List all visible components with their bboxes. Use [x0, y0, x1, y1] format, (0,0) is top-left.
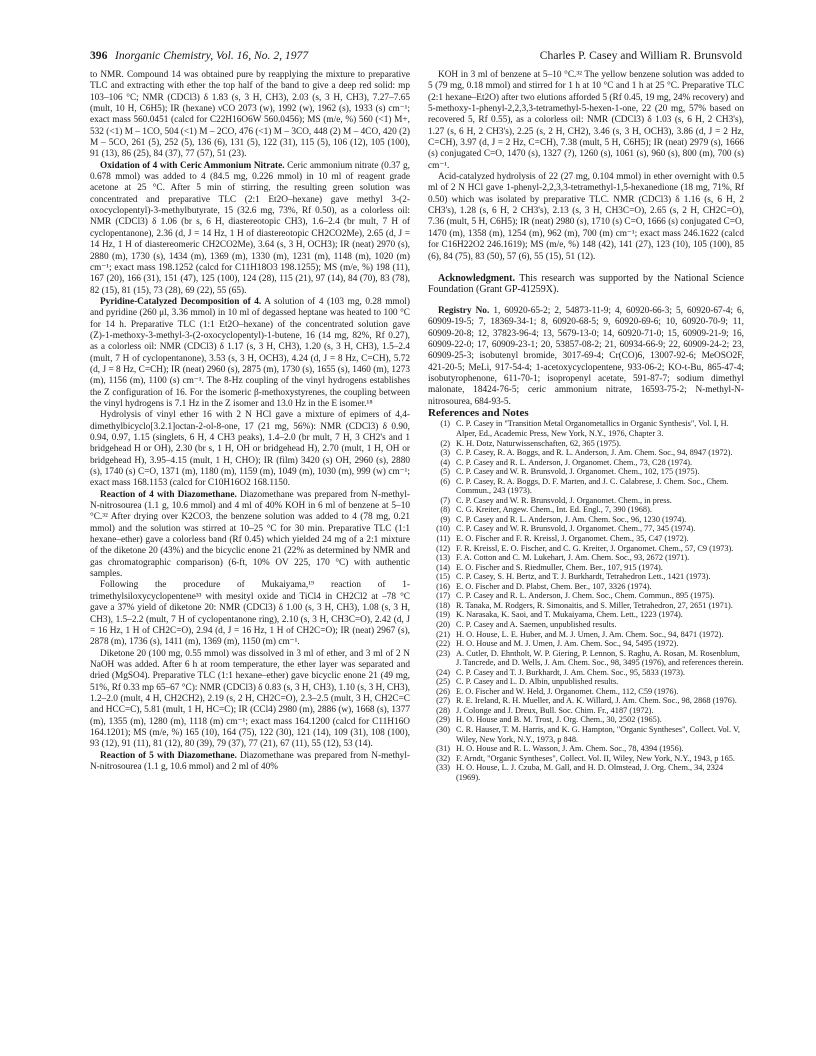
reference-item — [428, 458, 744, 468]
reference-item — [428, 763, 744, 782]
registry-numbers — [428, 306, 744, 408]
reference-text: A. Cutler, D. Ehntholt, W. P. Giering, P. Lennon, S. Raghu, A. Rosan, M. Rosenblum, J. Tancrede, and D. Wells, J. Am. Chem. Soc., 98, 3495 (1976), and references therein. — [456, 648, 744, 668]
reference-number: (23) — [436, 648, 450, 658]
reference-text: E. O. Fischer and F. R. Kreissl, J. Organomet. Chem., 35, C47 (1972). — [456, 534, 689, 544]
reference-text: H. O. House, L. J. Czuba, M. Gall, and H. D. Olmstead, J. Org. Chem., 34, 2324 (1969). — [456, 763, 724, 782]
reference-text: C. P. Casey, R. A. Boggs, and R. L. Anderson, J. Am. Chem. Soc., 94, 8947 (1972). — [456, 448, 733, 458]
reference-text: R. Tanaka, M. Rodgers, R. Simonaitis, and S. Miller, Tetrahedron, 27, 2651 (1971). — [456, 600, 733, 610]
reference-item — [428, 544, 744, 554]
reference-number: (31) — [436, 744, 450, 754]
reference-number: (16) — [436, 581, 450, 591]
acknowledgment-text: This research was supported by the National Science Foundation (Grant GP-41259X). — [428, 272, 744, 296]
paragraph — [90, 297, 410, 410]
reference-number: (3) — [440, 448, 450, 458]
reference-item — [428, 715, 744, 725]
paragraph — [90, 410, 410, 489]
reference-number: (17) — [436, 591, 450, 601]
reference-item — [428, 601, 744, 611]
page-header — [90, 49, 742, 63]
registry-heading: Registry No. — [438, 306, 490, 317]
reference-text: H. O. House and M. J. Umen, J. Am. Chem. Soc., 94, 5495 (1972). — [456, 639, 679, 649]
paragraph — [428, 172, 744, 263]
registry-text: 1, 60920-65-2; 2, 54873-11-9; 4, 60920-66-3; 5, 60920-67-4; 6, 60909-19-5; 7, 18369-34-1; 8, 60920-68-5; 9, 60920-69-6; 10, 60920-70-9; 11, 60909-20-8; 12, 37823-96-4; 13, 5679-13-0; 14, 60920-71-0; 15, 60909-21-9; 16, 60909-22-0; 17, 60909-23-1; 20, 53857-08-2; 21, 60934-66-9; 22, 60909-24-2; 23, 60909-25-3; isobutenyl bromide, 3017-69-4; Cr(CO)6, 13007-92-6; MeOSO2F, 421-20-5; MeLi, 917-54-4; 1-acetoxycyclopentene, 933-06-2; KO-t-Bu, 865-47-4; isobutyrophenone, 611-70-1; isopropenyl acetate, 591-87-7; sodium dimethyl malonate, 18424-76-5; ceric ammonium nitrate, 16593-75-2; N-methyl-N-nitrosourea, 684-93-5. — [428, 306, 745, 407]
reference-number: (13) — [436, 553, 450, 563]
references-list — [428, 419, 744, 782]
reference-item — [428, 754, 744, 764]
right-column — [428, 70, 744, 782]
paragraph — [90, 490, 410, 581]
paragraph-text: Diazomethane was prepared from N-methyl-N-nitrosourea (1.1 g, 10.6 mmol) and 4 ml of 40% KOH in 6 ml of benzene at 5–10 °C.³² After drying over K2CO3, the benzene solution was added to 4 (78 mg, 0.21 mmol) and the solution was stirred at 10–25 °C for 30 min. Preparative TLC (1:1 hexane–ether) gave a colorless band (Rf 0.45) which yielded 24 mg of a 2:1 mixture of the diketone 20 (43%) and the bicyclic enone 21 (22% as determined by NMR and gas chromatographic comparison) (6-ft, 10% OV 225, 170 °C) with authentic samples. — [90, 489, 411, 580]
reference-item — [428, 620, 744, 630]
reference-text: C. P. Casey, R. A. Boggs, D. F. Marten, and J. C. Calabrese, J. Chem. Soc., Chem. Commun., 243 (1973). — [456, 476, 729, 496]
reference-text: C. G. Kreiter, Angew. Chem., Int. Ed. Engl., 7, 390 (1968). — [456, 505, 652, 515]
reference-text: E. O. Fischer and W. Held, J. Organomet. Chem., 112, C59 (1976). — [456, 686, 679, 696]
reference-item — [428, 668, 744, 678]
reference-text: K. Narasaka, K. Saoi, and T. Mukaiyama, Chem. Lett., 1223 (1974). — [456, 610, 683, 620]
reference-item — [428, 477, 744, 496]
reference-text: K. H. Dotz, Naturwissenschaften, 62, 365 (1975). — [456, 438, 621, 448]
section-heading: Oxidation of 4 with Ceric Ammonium Nitrate. — [100, 160, 285, 171]
left-column — [90, 70, 410, 773]
paragraph — [90, 161, 410, 297]
reference-item — [428, 639, 744, 649]
reference-text: C. P. Casey and R. L. Anderson, J. Organomet. Chem., 73, C28 (1974). — [456, 457, 693, 467]
reference-text: C. P. Casey and R. L. Anderson, J. Am. Chem. Soc., 96, 1230 (1974). — [456, 514, 687, 524]
reference-number: (29) — [436, 715, 450, 725]
paragraph — [90, 70, 410, 161]
paragraph-text: KOH in 3 ml of benzene at 5–10 °C.³² The yellow benzene solution was added to 5 (79 mg, 0.18 mmol) and stirred for 1 h at 10 °C and 1 h at 25 °C. Preparative TLC (2:1 hexane–Et2O) after two elutions afforded 5 (Rf 0.45, 19 mg, 24% recovery) and 5-methoxy-1-phenyl-2,2,3,3-tetramethyl-5-hexen-1-one, 22 (20 mg, 57% based on recovered 5, Rf 0.55), as a colorless oil: NMR (CDCl3) δ 1.03 (s, 6 H, 2 CH3's), 1.27 (s, 6 H, 2 CH3's), 2.25 (s, 2 H, CH2), 3.46 (s, 3 H, OCH3), 3.86 (d, J = 2 Hz, C=CH), 3.97 (d, J = 2 Hz, C=CH), 7.38 (mult, 5 H, C6H5); IR (neat) 2979 (s), 1666 (s) conjugated C=O, 1470 (s), 1327 (?), 1260 (s), 1061 (s), 960 (s), 800 (m), 700 (s) cm⁻¹. — [428, 70, 744, 171]
reference-item — [428, 591, 744, 601]
page-number: 396 — [90, 49, 108, 62]
reference-text: C. P. Casey and R. L. Anderson, J. Chem. Soc., Chem. Commun., 895 (1975). — [456, 591, 715, 601]
reference-number: (28) — [436, 705, 450, 715]
paragraph-text: Diazomethane was prepared from N-methyl-N-nitrosourea (1.1 g, 10.6 mmol) and 2 ml of 40% — [90, 750, 411, 772]
reference-number: (5) — [440, 467, 450, 477]
reference-number: (33) — [436, 763, 450, 773]
section-heading: Reaction of 4 with Diazomethane. — [100, 489, 237, 500]
reference-item — [428, 630, 744, 640]
reference-item — [428, 496, 744, 506]
section-heading: Pyridine-Catalyzed Decomposition of 4. — [100, 296, 262, 307]
reference-item — [428, 572, 744, 582]
right-column-paragraphs — [428, 70, 744, 263]
reference-item — [428, 448, 744, 458]
reference-text: F. R. Kreissl, E. O. Fischer, and C. G. Kreiter, J. Organomet. Chem., 57, C9 (1973). — [456, 543, 734, 553]
paragraph — [90, 751, 410, 774]
reference-text: C. P. Casey and W. R. Brunsvold, J. Organomet. Chem., in press. — [456, 495, 672, 505]
reference-item — [428, 706, 744, 716]
reference-number: (14) — [436, 562, 450, 572]
reference-number: (11) — [436, 534, 450, 544]
references-heading: References and Notes — [428, 407, 529, 420]
reference-text: F. Arndt, "Organic Syntheses", Collect. Vol. II, Wiley, New York, N.Y., 1943, p 165. — [456, 753, 735, 763]
paragraph-text: Acid-catalyzed hydrolysis of 22 (27 mg, 0.104 mmol) in ether overnight with 0.5 ml of 2 N HCl gave 1-phenyl-2,2,3,3-tetramethyl-1,5-hexanedione (18 mg, 71%, Rf 0.50) which was isolated by preparative TLC. NMR (CDCl3) δ 1.16 (s, 6 H, 2 CH3's), 1.28 (s, 6 H, 2 CH3's), 2.13 (s, 3 H, CH3C=O), 2.65 (s, 2 H, CH2C=O), 7.36 (mult, 5 H, C6H5); IR (neat) 2980 (s), 1710 (s) C=O, 1666 (s) conjugated C=O, 1470 (m), 1358 (m), 1254 (m), 962 (m), 700 (m) cm⁻¹; exact mass 246.1622 (calcd for C16H22O2 246.1619); MS (m/e, %) 148 (42), 141 (27), 123 (10), 105 (100), 85 (6), 84 (75), 83 (50), 57 (6), 55 (15), 51 (12). — [428, 172, 744, 262]
reference-number: (20) — [436, 619, 450, 629]
journal-title: Inorganic Chemistry, Vol. 16, No. 2, 1977 — [115, 49, 309, 62]
acknowledgment — [428, 273, 744, 296]
reference-number: (21) — [436, 629, 450, 639]
reference-number: (12) — [436, 543, 450, 553]
reference-text: C. P. Casey and W. R. Brunsvold, J. Organomet. Chem., 77, 345 (1974). — [456, 524, 696, 534]
reference-item — [428, 534, 744, 544]
reference-text: H. O. House and B. M. Trost, J. Org. Chem., 30, 2502 (1965). — [456, 715, 662, 725]
reference-item — [428, 649, 744, 668]
reference-number: (10) — [436, 524, 450, 534]
paragraph-text: Diketone 20 (100 mg, 0.55 mmol) was dissolved in 3 ml of ether, and 3 ml of 2 N NaOH was added. After 6 h at room temperature, the ether layer was separated and dried (MgSO4). Preparative TLC (1:1 hexane–ether) gave bicyclic enone 21 (49 mg, 51%, Rf 0.33 mp 65–67 °C): NMR (CDCl3) δ 0.83 (s, 3 H, CH3), 1.10 (s, 3 H, CH3), 1.2–2.0 (mult, 4 H, CH2CH2), 2.19 (s, 2 H, CH2C=O), 2.3–2.5 (mult, 3 H, CH2C=C and HCC=C), 5.81 (mult, 1 H, HC=C); IR (CCl4) 2980 (m), 2886 (w), 1668 (s), 1377 (m), 1355 (m), 1280 (m), 1118 (m) cm⁻¹; exact mass 164.1200 (calcd for C11H16O 164.1201); MS (m/e, %) 165 (10), 164 (75), 122 (30), 121 (14), 109 (31), 108 (100), 93 (12), 91 (11), 81 (12), 80 (39), 79 (37), 77 (21), 67 (11), 55 (12), 53 (14). — [90, 648, 410, 750]
reference-number: (8) — [440, 505, 450, 515]
reference-number: (32) — [436, 753, 450, 763]
running-authors: Charles P. Casey and William R. Brunsvold — [539, 49, 742, 62]
paragraph-text: Hydrolysis of vinyl ether 16 with 2 N HCl gave a mixture of epimers of 4,4-dimethylbicyclo[3.2.1]octan-2-ol-8-one, 17 (21 mg, 56%): NMR (CDCl3) δ 0.90, 0.94, 0.97, 1.15 (singlets, 6 H, 4 CH3 peaks), 1.4–2.0 (br mult, 7 H, 3 CH2's and 1 bridgehead H or OH), 2.30 (br s, 1 H, OH or bridgehead H), 2.70 (mult, 1 H, OH or bridgehead H), 3.95–4.15 (mult, 1 H, CHO); IR (film) 3420 (s) OH, 2960 (s), 2880 (s), 1740 (s) C=O, 1371 (m), 1180 (m), 1159 (m), 1049 (m), 1030 (m), 999 (w) cm⁻¹; exact mass 168.1153 (calcd for C10H16O2 168.1150. — [90, 410, 410, 489]
paragraph-text: to NMR. Compound 14 was obtained pure by reapplying the mixture to preparative TLC and extracting with ether the top half of the band to give a deep red solid: mp 103–106 °C; NMR (CDCl3) δ 1.83 (s, 3 H, CH3), 2.03 (s, 3 H, CH3), 7.27–7.65 (mult, 10 H, C6H5); IR (hexane) νCO 2073 (w), 1992 (w), 1962 (s), 1933 (s) cm⁻¹; exact mass 560.0451 (calcd for C22H16O6W 560.0456); MS (m/e, %) 560 (<1) M+, 532 (<1) M – 1CO, 504 (<1) M – 2CO, 476 (<1) M – 3CO, 448 (2) M – 4CO, 420 (2) M – 5CO, 261 (5), 252 (5), 136 (6), 131 (5), 122 (31), 115 (5), 106 (12), 105 (100), 91 (13), 86 (25), 84 (37), 77 (57), 51 (23). — [90, 70, 410, 160]
reference-item — [428, 553, 744, 563]
reference-text: J. Colonge and J. Dreux, Bull. Soc. Chim. Fr., 4187 (1972). — [456, 705, 654, 715]
reference-text: C. P. Casey and A. Saemen, unpublished results. — [456, 619, 617, 629]
reference-text: E. O. Fischer and D. Plabst, Chem. Ber., 107, 3326 (1974). — [456, 581, 652, 591]
acknowledgment-heading: Acknowledgment. — [438, 272, 515, 284]
reference-text: E. O. Fischer and S. Riedmuller, Chem. Ber., 107, 915 (1974). — [456, 562, 663, 572]
reference-number: (22) — [436, 639, 450, 649]
reference-text: C. R. Hauser, T. M. Harris, and K. G. Hampton, "Organic Syntheses", Collect. Vol. V, Wiley, New York, N.Y., 1973, p 848. — [456, 724, 740, 744]
reference-number: (24) — [436, 667, 450, 677]
reference-number: (27) — [436, 696, 450, 706]
reference-number: (6) — [440, 476, 450, 486]
reference-text: C. P. Casey and T. J. Burkhardt, J. Am. Chem. Soc., 95, 5833 (1973). — [456, 667, 686, 677]
reference-text: R. E. Ireland, R. H. Mueller, and A. K. Willard, J. Am. Chem. Soc., 98, 2868 (1976). — [456, 696, 737, 706]
reference-item — [428, 515, 744, 525]
paragraph-text: Following the procedure of Mukaiyama,¹⁹ reaction of 1-trimethylsiloxycyclopentene³³ with mesityl oxide and TiCl4 in CH2Cl2 at –78 °C gave a 37% yield of diketone 20: NMR (CDCl3) δ 1.00 (s, 3 H, CH3), 1.08 (s, 3 H, CH3), 1.5–2.2 (mult, 7 H of cyclopentanone ring), 2.10 (s, 3 H, CH3C=O), 2.42 (d, J = 16 Hz, 1 H of CH2C=O), 2.94 (d, J = 16 Hz, 1 H of CH2C=O); IR (neat) 2967 (s), 2878 (m), 1736 (s), 1411 (m), 1369 (m), 1150 (m) cm⁻¹. — [90, 580, 410, 648]
paragraph — [90, 649, 410, 751]
reference-number: (1) — [440, 419, 450, 429]
reference-item — [428, 505, 744, 515]
reference-item — [428, 696, 744, 706]
reference-text: H. O. House and R. L. Wasson, J. Am. Chem. Soc., 78, 4394 (1956). — [456, 744, 684, 754]
reference-number: (7) — [440, 495, 450, 505]
reference-number: (30) — [436, 724, 450, 734]
reference-item — [428, 419, 744, 438]
reference-item — [428, 744, 744, 754]
reference-item — [428, 725, 744, 744]
reference-item — [428, 563, 744, 573]
reference-item — [428, 582, 744, 592]
reference-item — [428, 439, 744, 449]
reference-number: (25) — [436, 677, 450, 687]
reference-number: (19) — [436, 610, 450, 620]
reference-number: (4) — [440, 457, 450, 467]
reference-item — [428, 687, 744, 697]
section-heading: Reaction of 5 with Diazomethane. — [100, 750, 237, 761]
reference-text: C. P. Casey and L. D. Albin, unpublished results. — [456, 677, 619, 687]
reference-text: F. A. Cotton and C. M. Lukehart, J. Am. Chem. Soc., 93, 2672 (1971). — [456, 553, 690, 563]
reference-number: (26) — [436, 686, 450, 696]
reference-number: (2) — [440, 438, 450, 448]
reference-text: C. P. Casey in "Transition Metal Organometallics in Organic Synthesis", Vol. I, H. Alper, Ed., Academic Press, New York, N.Y., 1976, Chapter 3. — [456, 419, 729, 439]
reference-text: H. O. House, L. E. Huber, and M. J. Umen, J. Am. Chem. Soc., 94, 8471 (1972). — [456, 629, 724, 639]
paragraph-text: A solution of 4 (103 mg, 0.28 mmol) and pyridine (260 μl, 3.36 mmol) in 10 ml of degassed heptane was heated to 100 °C for 14 h. Preparative TLC (1:1 Et2O–hexane) of the concentrated solution gave (Z)-1-methoxy-3-methyl-3-(2-oxocyclopentyl)-1-butene, 16 (14 mg, 82%, Rf 0.27), as a colorless oil: NMR (CDCl3) δ 1.17 (s, 3 H, CH3), 1.20 (s, 3 H, CH3), 1.5–2.4 (mult, 7 H of cyclopentanone), 3.53 (s, 3 H, OCH3), 4.24 (d, J = 8 Hz, C=CH), 5.72 (d, J = 8 Hz, C=CH); IR (neat) 2960 (s), 2875 (m), 1730 (s), 1655 (s), 1460 (m), 1273 (m), 1156 (m), 1100 (s) cm⁻¹. The 8-Hz coupling of the vinyl hydrogens establishes the Z configuration of 16. For the isomeric β-methoxystyrenes, the coupling between the vinyl hydrogens is 7.1 Hz in the Z isomer and 13.0 Hz in the E isomer.¹⁸ — [90, 296, 410, 409]
reference-number: (9) — [440, 514, 450, 524]
reference-text: C. P. Casey and W. R. Brunsvold, J. Organomet. Chem., 102, 175 (1975). — [456, 467, 700, 477]
reference-number: (15) — [436, 572, 450, 582]
paragraph-text: Ceric ammonium nitrate (0.37 g, 0.678 mmol) was added to 4 (84.5 mg, 0.226 mmol) in 10 ml of reagent grade acetone at 25 °C. After 5 min of stirring, the resulting green solution was concentrated and preparative TLC (2:1 Et2O–hexane) gave methyl 3-(2-oxocyclopentyl)-3-methylbutyrate, 15 (32.6 mg, 73%, Rf 0.50), as a colorless oil: NMR (CDCl3) δ 1.06 (br s, 6 H, diastereotopic CH3), 1.6–2.4 (br mult, 7 H of cyclopentanone), 2.36 (d, J = 14 Hz, 1 H of diastereotopic CH2CO2Me), 2.65 (d, J = 14 Hz, 1 H of diastereomeric CH2CO2Me), 3.64 (s, 3 H, OCH3); IR (neat) 2970 (s), 2880 (m), 1730 (s), 1434 (m), 1369 (m), 1330 (m), 1231 (m), 1148 (m), 1020 (m) cm⁻¹; exact mass 198.1252 (calcd for C11H18O3 198.1255); MS (m/e, %) 198 (11), 167 (20), 166 (31), 151 (47), 125 (100), 124 (28), 115 (21), 97 (14), 84 (70), 83 (78), 82 (15), 81 (15), 73 (28), 69 (22), 55 (65). — [90, 160, 410, 296]
reference-number: (18) — [436, 600, 450, 610]
reference-item — [428, 677, 744, 687]
reference-item — [428, 610, 744, 620]
paragraph — [90, 580, 410, 648]
reference-item — [428, 467, 744, 477]
paragraph — [428, 70, 744, 172]
reference-text: C. P. Casey, S. H. Bertz, and T. J. Burkhardt, Tetrahedron Lett., 1421 (1973). — [456, 572, 711, 582]
reference-item — [428, 524, 744, 534]
